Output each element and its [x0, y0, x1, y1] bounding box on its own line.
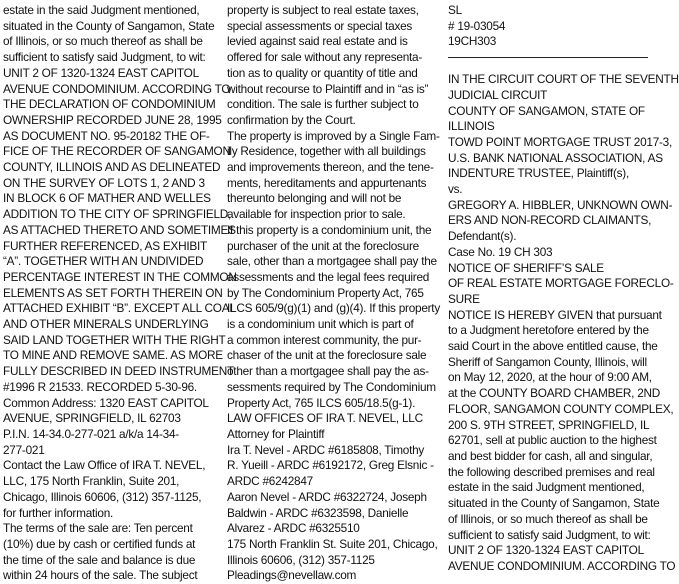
case-reference-header — [448, 3, 654, 50]
notice-text-line: SURE — [448, 291, 480, 306]
notice-text-line: LAW OFFICES OF IRA T. NEVEL, LLC — [227, 411, 423, 426]
notice-text-line: ARDC #6242847 — [227, 474, 313, 489]
notice-text-line: TOWD POINT MORTGAGE TRUST 2017-3, — [448, 134, 673, 149]
notice-text-line: special assessments or special taxes — [227, 18, 413, 33]
notice-column-1 — [3, 3, 237, 583]
case-reference-line: # 19-03054 — [448, 18, 506, 33]
notice-column-3 — [448, 3, 679, 573]
notice-text-line: THE DECLARATION OF CONDOMINIUM — [3, 97, 216, 112]
notice-text-line: without recourse to Plaintiff and in “as is” — [227, 81, 429, 96]
notice-text-line: condition. The sale is further subject to — [227, 97, 419, 112]
notice-text-line: AS DOCUMENT NO. 95-20182 THE OF- — [3, 128, 210, 143]
notice-text-line: Alvarez - ARDC #6325510 — [227, 521, 360, 536]
notice-text-line: on May 12, 2020, at the hour of 9:00 AM, — [448, 370, 652, 385]
notice-text-line: ERS AND NON-RECORD CLAIMANTS, — [448, 213, 652, 228]
notice-text-line: situated in the County of Sangamon, State — [448, 496, 660, 511]
notice-text-line: and best bidder for cash, all and singular, — [448, 448, 653, 463]
notice-text-line: ATTACHED EXHIBIT “B”. EXCEPT ALL COAL — [3, 301, 236, 316]
notice-text-line: of Illinois, or so much thereof as shall be — [3, 34, 203, 49]
notice-text-line: other than a mortgagee shall pay the as- — [227, 364, 429, 379]
notice-text-line: ADDITION TO THE CITY OF SPRINGFIELD, — [3, 207, 232, 222]
notice-text-line: property is subject to real estate taxes, — [227, 3, 419, 17]
notice-text-line: #1996 R 21533. RECORDED 5-30-96. — [3, 379, 197, 394]
notice-text-line: Common Address: 1320 EAST CAPITOL — [3, 395, 209, 410]
notice-text-line: Attorney for Plaintiff — [227, 426, 325, 441]
notice-text-line: 175 North Franklin St. Suite 201, Chicago, — [227, 536, 438, 551]
notice-text-line: estate in the said Judgment mentioned, — [448, 480, 645, 495]
notice-text-line: UNIT 2 OF 1320-1324 EAST CAPITOL — [3, 65, 199, 80]
notice-text-line: estate in the said Judgment mentioned, — [3, 3, 200, 17]
notice-text-line: 277-021 — [3, 442, 45, 457]
notice-text-line: Case No. 19 CH 303 — [448, 244, 553, 259]
notice-text-line: “A”. TOGETHER WITH AN UNDIVIDED — [3, 254, 204, 269]
notice-text-line: GREGORY A. HIBBLER, UNKNOWN OWN- — [448, 197, 673, 212]
notice-text-line: JUDICIAL CIRCUIT — [448, 87, 548, 102]
notice-text-line: sale, other than a mortgagee shall pay the — [227, 254, 437, 269]
notice-text-line: UNIT 2 OF 1320-1324 EAST CAPITOL — [448, 543, 644, 558]
section-divider-rule — [448, 57, 648, 58]
notice-text-line: OF REAL ESTATE MORTGAGE FORECLO- — [448, 276, 674, 291]
notice-text-line: tion as to quality or quantity of title and — [227, 65, 418, 80]
notice-text-line: Illinois 60606, (312) 357-1125 — [227, 552, 375, 567]
notice-text-line: ON THE SURVEY OF LOTS 1, 2 AND 3 — [3, 175, 205, 190]
notice-text-line: 62701, sell at public auction to the highest — [448, 433, 657, 448]
notice-text-line: U.S. BANK NATIONAL ASSOCIATION, AS — [448, 150, 663, 165]
notice-text-line: thereunto belonging and will not be — [227, 191, 402, 206]
notice-text-line: ily Residence, together with all buildings — [227, 144, 426, 159]
notice-text-line: PERCENTAGE INTEREST IN THE COMMON — [3, 269, 237, 284]
notice-text-line: AND OTHER MINERALS UNDERLYING — [3, 317, 209, 332]
case-reference-line: SL — [448, 3, 462, 17]
notice-text-line: the following described premises and real — [448, 464, 655, 479]
notice-text-line: ILCS 605/9(g)(1) and (g)(4). If this property — [227, 301, 440, 316]
notice-text-line: and improvements thereon, and the tene- — [227, 160, 434, 175]
notice-text-line: FURTHER REFERENCED, AS EXHIBIT — [3, 238, 208, 253]
notice-text-line: ELEMENTS AS SET FORTH THEREIN ON — [3, 285, 223, 300]
notice-text-line: Pleadings@nevellaw.com — [227, 568, 357, 583]
notice-text-line: INDENTURE TRUSTEE, Plaintiff(s), — [448, 166, 629, 181]
case-reference-line: 19CH303 — [448, 34, 497, 49]
notice-text-line: The terms of the sale are: Ten percent — [3, 521, 193, 536]
notice-text-line: COUNTY, ILLINOIS AND AS DELINEATED — [3, 160, 221, 175]
notice-text-line: 200 S. 9TH STREET, SPRINGFIELD, IL — [448, 417, 650, 432]
notice-text-line: confirmation by the Court. — [227, 112, 356, 127]
notice-text-line: by The Condominium Property Act, 765 — [227, 285, 424, 300]
notice-text-line: FULLY DESCRIBED IN DEED INSTRUMENT — [3, 364, 234, 379]
notice-text-line: FICE OF THE RECORDER OF SANGAMON — [3, 144, 231, 159]
notice-text-line: said Court in the above entitled cause, the — [448, 339, 658, 354]
notice-text-line: SAID LAND TOGETHER WITH THE RIGHT — [3, 332, 226, 347]
notice-text-line: AS ATTACHED THERETO AND SOMETIMES — [3, 222, 236, 237]
notice-text-line: Aaron Nevel - ARDC #6322724, Joseph — [227, 489, 427, 504]
notice-text-line: R. Yueill - ARDC #6192172, Greg Elsnic - — [227, 458, 434, 473]
notice-text-line: AVENUE CONDOMINIUM. ACCORDING TO — [448, 558, 676, 573]
notice-text-line: P.I.N. 14-34.0-277-021 a/k/a 14-34- — [3, 426, 179, 441]
notice-text-line: ments, hereditaments and appurtenants — [227, 175, 427, 190]
notice-text-line: of Illinois, or so much thereof as shall be — [448, 511, 648, 526]
notice-text-line: AVENUE CONDOMINIUM. ACCORDING TO — [3, 81, 231, 96]
notice-text-line: a common interest community, the pur- — [227, 332, 422, 347]
notice-text-line: sufficient to satisfy said Judgment, to wit: — [448, 527, 651, 542]
notice-text-line: Property Act, 765 ILCS 605/18.5(g-1). — [227, 395, 416, 410]
notice-text-line: COUNTY OF SANGAMON, STATE OF — [448, 103, 645, 118]
notice-text-line: NOTICE IS HEREBY GIVEN that pursuant — [448, 307, 662, 322]
notice-text-line: Sheriff of Sangamon County, Illinois, will — [448, 354, 647, 369]
notice-text-line: (10%) due by cash or certified funds at — [3, 536, 196, 551]
notice-text-line: offered for sale without any representa- — [227, 50, 423, 65]
notice-text-line: Baldwin - ARDC #6323598, Danielle — [227, 505, 409, 520]
notice-text-line: FLOOR, SANGAMON COUNTY COMPLEX, — [448, 401, 674, 416]
notice-text-line: IN BLOCK 6 OF MATHER AND WELLES — [3, 191, 211, 206]
notice-text-line: IN THE CIRCUIT COURT OF THE SEVENTH — [448, 72, 679, 87]
notice-text-line: Defendant(s). — [448, 229, 517, 244]
notice-text-line: assessments and the legal fees required — [227, 269, 430, 284]
notice-text-line: the time of the sale and balance is due — [3, 552, 196, 567]
notice-text-line: TO MINE AND REMOVE SAME. AS MORE — [3, 348, 223, 363]
notice-text-line: AVENUE, SPRINGFIELD, IL 62703 — [3, 411, 181, 426]
notice-text-line: LLC, 175 North Franklin, Suite 201, — [3, 474, 180, 489]
notice-text-line: within 24 hours of the sale. The subject — [3, 568, 198, 583]
notice-text-line: Contact the Law Office of IRA T. NEVEL, — [3, 458, 206, 473]
notice-text-line: levied against said real estate and is — [227, 34, 408, 49]
notice-text-line: vs. — [448, 182, 463, 197]
notice-text-line: is a condominium unit which is part of — [227, 317, 414, 332]
notice-column-2 — [227, 3, 440, 583]
notice-text-line: available for inspection prior to sale. — [227, 207, 406, 222]
notice-text-line: sufficient to satisfy said Judgment, to wit: — [3, 50, 206, 65]
notice-text-line: chaser of the unit at the foreclosure sale — [227, 348, 427, 363]
notice-text-line: at the COUNTY BOARD CHAMBER, 2ND — [448, 386, 661, 401]
notice-text-line: purchaser of the unit at the foreclosure — [227, 238, 419, 253]
notice-text-line: for further information. — [3, 505, 114, 520]
notice-text-line: sessments required by The Condominium — [227, 379, 436, 394]
notice-text-line: The property is improved by a Single Fam- — [227, 128, 440, 143]
notice-text-line: situated in the County of Sangamon, State — [3, 18, 215, 33]
notice-text-line: Ira T. Nevel - ARDC #6185808, Timothy — [227, 442, 425, 457]
notice-text-line: If this property is a condominium unit, the — [227, 222, 432, 237]
notice-text-line: ILLINOIS — [448, 119, 495, 134]
notice-text-line: NOTICE OF SHERIFF’S SALE — [448, 260, 604, 275]
court-notice-body — [448, 72, 679, 575]
notice-text-line: Chicago, Illinois 60606, (312) 357-1125, — [3, 489, 202, 504]
notice-text-line: to a Judgment heretofore entered by the — [448, 323, 649, 338]
notice-text-line: OWNERSHIP RECORDED JUNE 28, 1995 — [3, 112, 222, 127]
